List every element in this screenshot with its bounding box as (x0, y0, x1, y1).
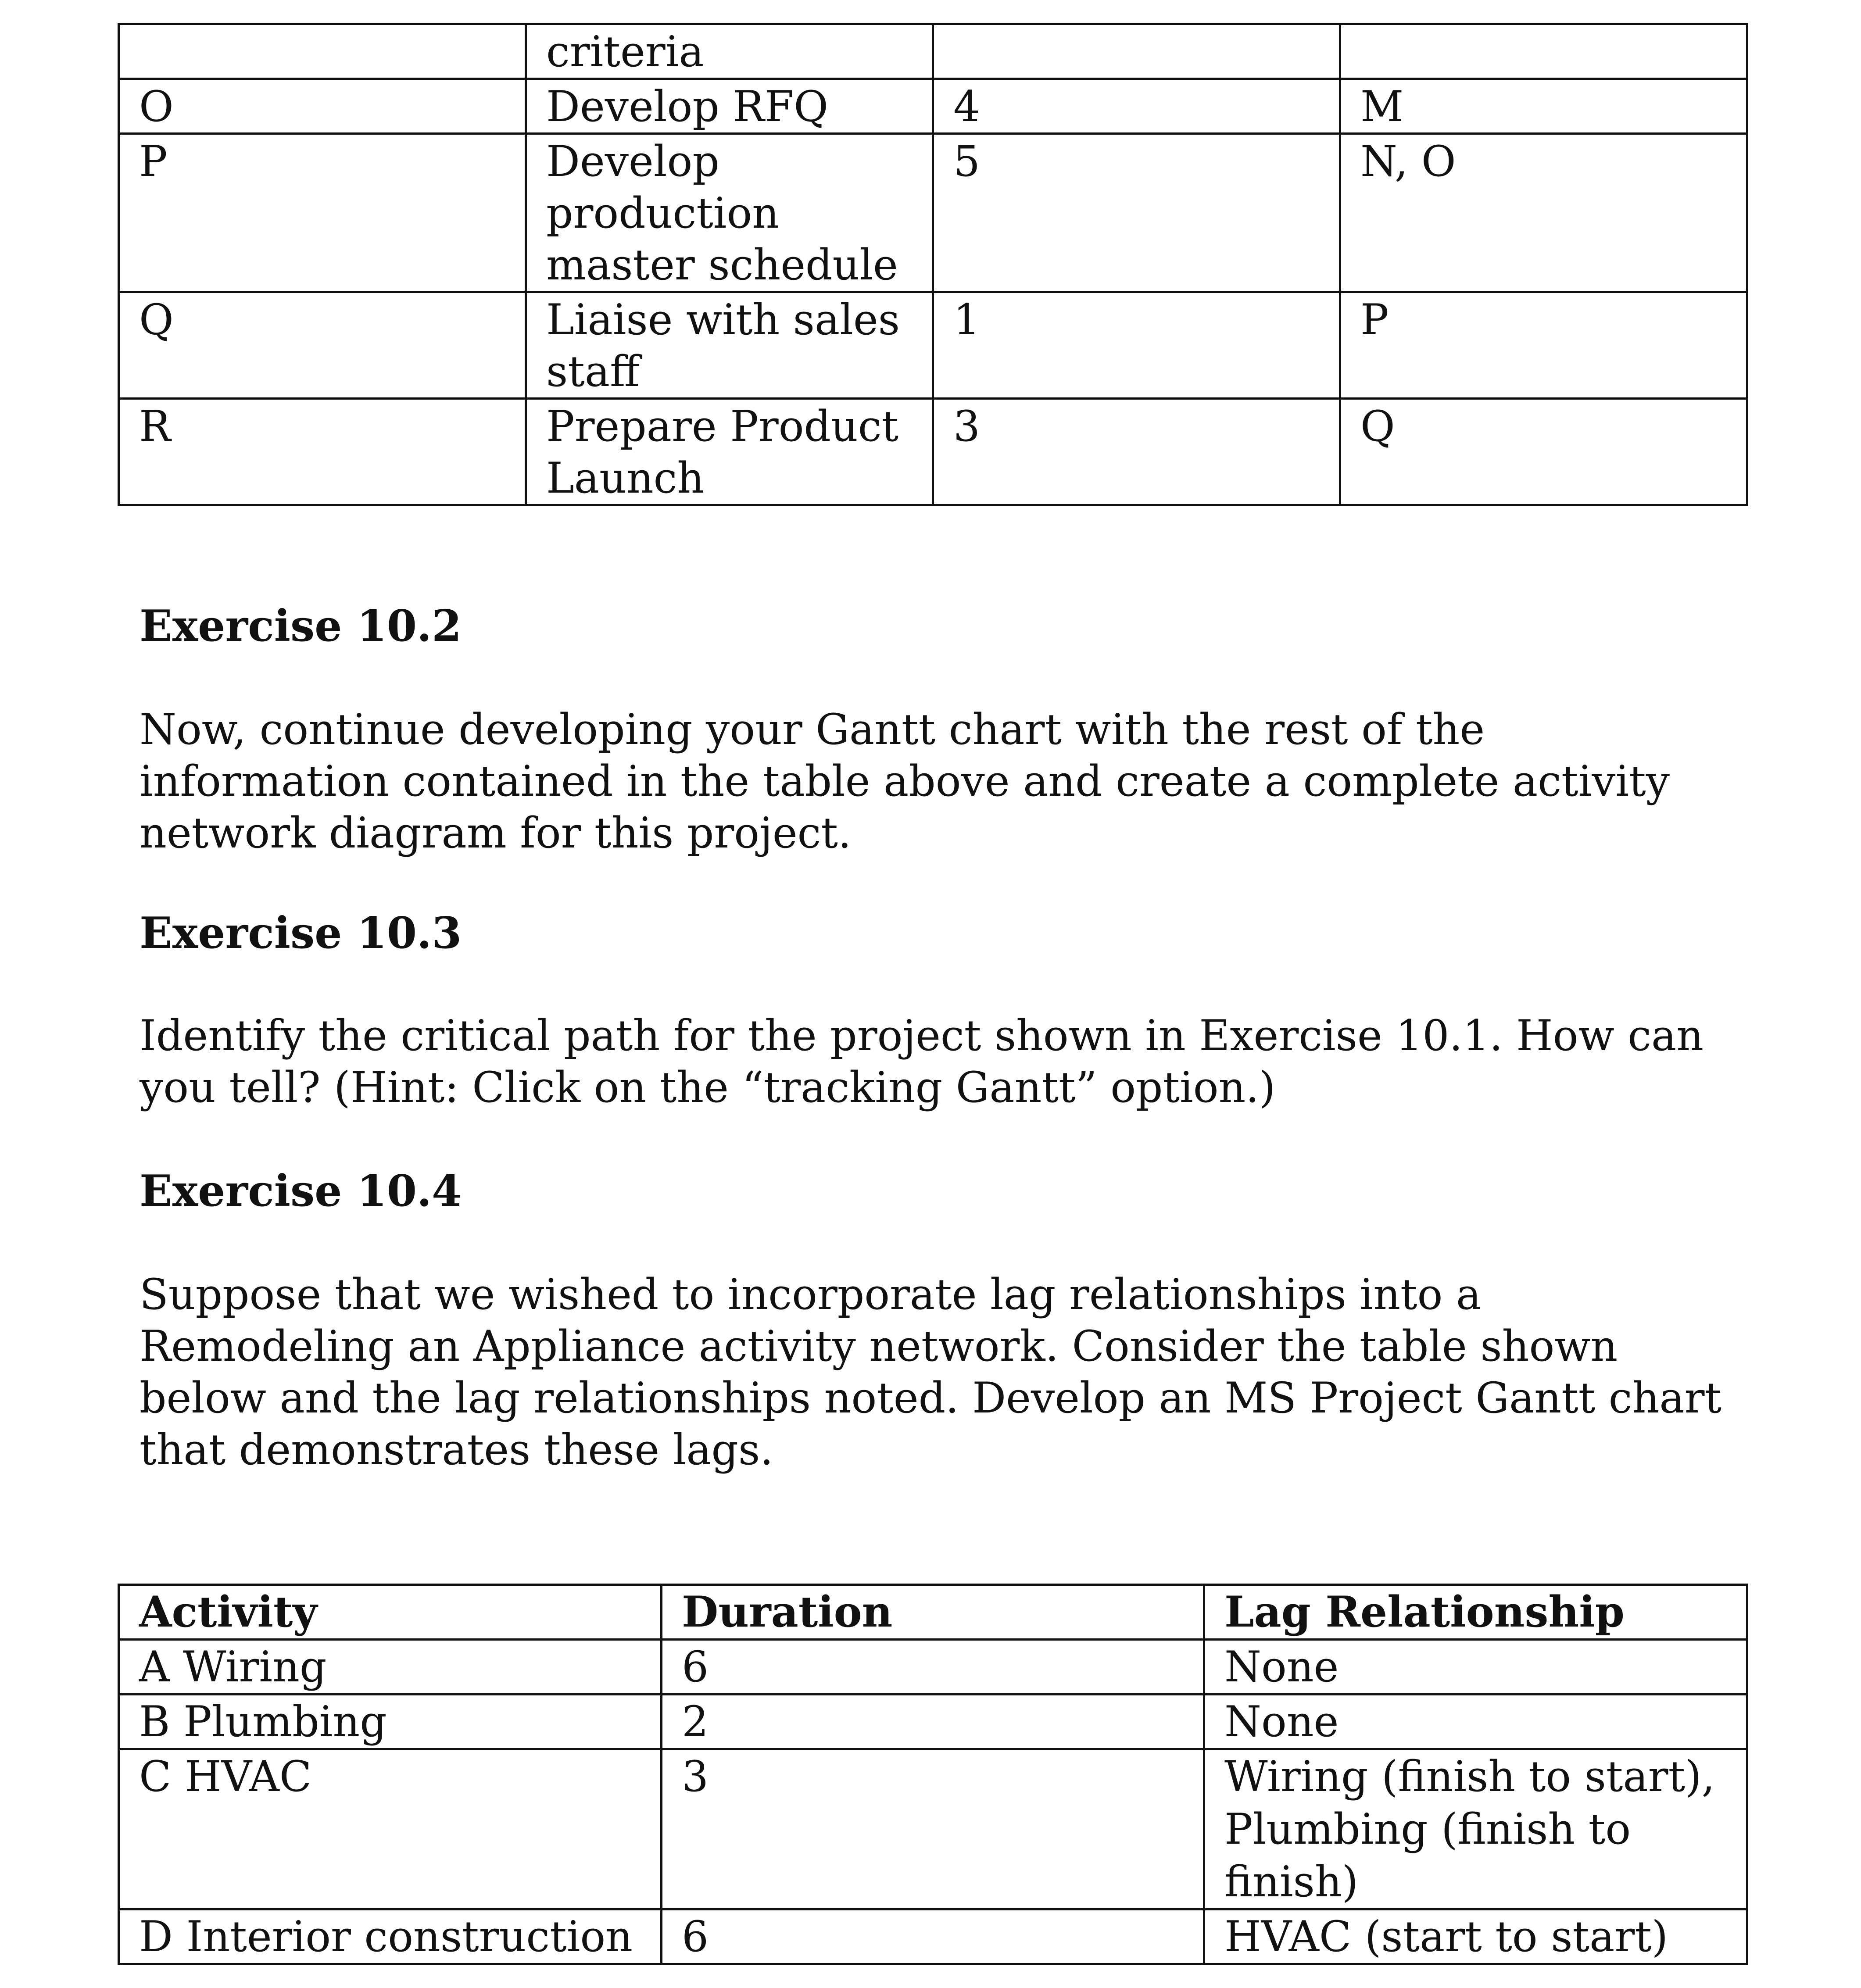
exercise-10-4-body (140, 1269, 1745, 1476)
table-cell: 1 (933, 292, 1340, 399)
lag-relationship-table (118, 1584, 1748, 1965)
table-row (119, 24, 1747, 79)
table-cell (1340, 24, 1747, 79)
table-cell: C HVAC (119, 1749, 662, 1909)
table-row (119, 134, 1747, 292)
table-cell: D Interior construction (119, 1909, 662, 1964)
table-header-row (119, 1585, 1747, 1640)
column-header: Activity (119, 1585, 662, 1640)
table-cell: 3 (662, 1749, 1204, 1909)
exercise-10-3-section (140, 907, 1745, 960)
table-cell: Prepare Product Launch (526, 399, 933, 505)
table-cell: P (1340, 292, 1747, 399)
table-row (119, 292, 1747, 399)
exercise-text: Suppose that we wished to incorporate lag relationships into a Remodeling an Appliance activity network. Consider the table shown below and the lag relationships noted. Develop an MS Project Gantt chart that demonstrates these lags. (140, 1270, 1722, 1474)
table-row (119, 399, 1747, 505)
table-cell: None (1204, 1695, 1747, 1749)
table-row (119, 1695, 1747, 1749)
table-cell (933, 24, 1340, 79)
table-cell: 3 (933, 399, 1340, 505)
table-cell (119, 24, 526, 79)
table-row (119, 1749, 1747, 1909)
table-row (119, 1640, 1747, 1695)
exercise-title: Exercise 10.4 (140, 1166, 462, 1216)
table-cell: Develop production master schedule (526, 134, 933, 292)
table-cell: 4 (933, 79, 1340, 134)
exercise-text: Identify the critical path for the project shown in Exercise 10.1. How can you tell? (Hint: Click on the “tracking Gantt” option.) (140, 1011, 1704, 1112)
table-cell: P (119, 134, 526, 292)
activity-table-continued (118, 23, 1748, 506)
exercise-text: Now, continue developing your Gantt chart with the rest of the information contained in the table above and create a complete activity network diagram for this project. (140, 705, 1670, 858)
exercise-title: Exercise 10.2 (140, 601, 462, 651)
table-cell: None (1204, 1640, 1747, 1695)
table-cell: 5 (933, 134, 1340, 292)
table-cell: 2 (662, 1695, 1204, 1749)
table-cell: N, O (1340, 134, 1747, 292)
table-cell: Liaise with sales staff (526, 292, 933, 399)
table-cell: Wiring (finish to start), Plumbing (finish to finish) (1204, 1749, 1747, 1909)
table-cell: 6 (662, 1909, 1204, 1964)
table-cell: HVAC (start to start) (1204, 1909, 1747, 1964)
table-cell: B Plumbing (119, 1695, 662, 1749)
table-cell: M (1340, 79, 1747, 134)
table-row (119, 79, 1747, 134)
table-cell: 6 (662, 1640, 1204, 1695)
exercise-10-2-body (140, 704, 1745, 859)
exercise-10-2-section (140, 600, 1745, 653)
table-row (119, 1909, 1747, 1964)
table-cell: Q (119, 292, 526, 399)
exercise-10-3-body (140, 1010, 1745, 1113)
table-cell: R (119, 399, 526, 505)
column-header: Lag Relationship (1204, 1585, 1747, 1640)
table-cell: criteria (526, 24, 933, 79)
table-cell: A Wiring (119, 1640, 662, 1695)
exercise-10-4-section (140, 1165, 1745, 1218)
table-cell: Develop RFQ (526, 79, 933, 134)
table-cell: O (119, 79, 526, 134)
column-header: Duration (662, 1585, 1204, 1640)
table-cell: Q (1340, 399, 1747, 505)
exercise-title: Exercise 10.3 (140, 908, 462, 958)
